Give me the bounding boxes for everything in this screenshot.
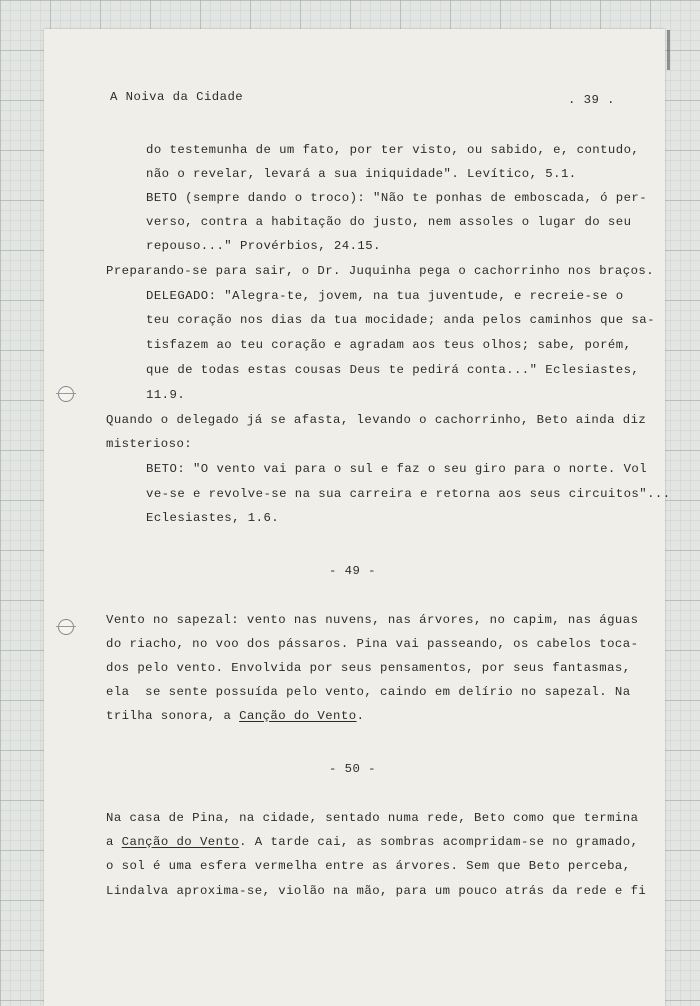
text-line: BETO (sempre dando o troco): "Não te ponhas de emboscada, ó per- <box>146 191 648 205</box>
text-line: não o revelar, levará a sua iniquidade". Levítico, 5.1. <box>146 167 577 181</box>
text-line-with-title <box>106 834 638 850</box>
punch-hole-mark <box>58 386 74 402</box>
text-fragment: . A tarde cai, as sombras acompridam-se no gramado, <box>239 835 639 849</box>
text-line: do riacho, no voo dos pássaros. Pina vai passeando, os cabelos toca- <box>106 637 639 651</box>
text-line: repouso..." Provérbios, 24.15. <box>146 239 381 253</box>
text-line: Lindalva aproxima-se, violão na mão, para um pouco atrás da rede e fi <box>106 884 647 898</box>
text-line: Quando o delegado já se afasta, levando o cachorrinho, Beto ainda diz <box>106 413 647 427</box>
text-line: verso, contra a habitação do justo, nem assoles o lugar do seu <box>146 215 632 229</box>
text-line: Vento no sapezal: vento nas nuvens, nas árvores, no capim, nas águas <box>106 613 639 627</box>
text-line: o sol é uma esfera vermelha entre as árvores. Sem que Beto perceba, <box>106 859 631 873</box>
text-line: Eclesiastes, 1.6. <box>146 511 280 525</box>
text-fragment: . <box>356 709 365 723</box>
text-line: teu coração nos dias da tua mocidade; anda pelos caminhos que sa- <box>146 313 655 327</box>
text-fragment: trilha sonora, a <box>106 709 240 723</box>
text-line: BETO: "O vento vai para o sul e faz o seu giro para o norte. Vol <box>146 462 648 476</box>
page-number: . 39 . <box>568 93 615 107</box>
text-line: que de todas estas cousas Deus te pedirá conta..." Eclesiastes, <box>146 363 640 377</box>
text-line: dos pelo vento. Envolvida por seus pensamentos, por seus fantasmas, <box>106 661 631 675</box>
scene-number: - 50 - <box>329 762 376 776</box>
song-title: Canção do Vento <box>121 835 240 849</box>
scene-number: - 49 - <box>329 564 376 578</box>
text-line: tisfazem ao teu coração e agradam aos teus olhos; sabe, porém, <box>146 338 632 352</box>
text-line: do testemunha de um fato, por ter visto, ou sabido, e, contudo, <box>146 143 640 157</box>
paper-edge-shadow <box>667 30 670 70</box>
text-line: ve-se e revolve-se na sua carreira e retorna aos seus circuitos"... <box>146 487 671 501</box>
punch-hole-mark <box>58 619 74 635</box>
text-fragment: a <box>106 835 122 849</box>
text-line: Na casa de Pina, na cidade, sentado numa rede, Beto como que termina <box>106 811 639 825</box>
document-title: A Noiva da Cidade <box>110 90 244 104</box>
text-line: DELEGADO: "Alegra-te, jovem, na tua juventude, e recreie-se o <box>146 289 624 303</box>
text-line: Preparando-se para sair, o Dr. Juquinha pega o cachorrinho nos braços. <box>106 264 655 278</box>
text-line: misterioso: <box>106 437 193 451</box>
text-line-with-title <box>106 708 364 724</box>
text-line: 11.9. <box>146 388 186 402</box>
text-line: ela se sente possuída pelo vento, caindo em delírio no sapezal. Na <box>106 685 631 699</box>
song-title: Canção do Vento <box>239 709 357 723</box>
